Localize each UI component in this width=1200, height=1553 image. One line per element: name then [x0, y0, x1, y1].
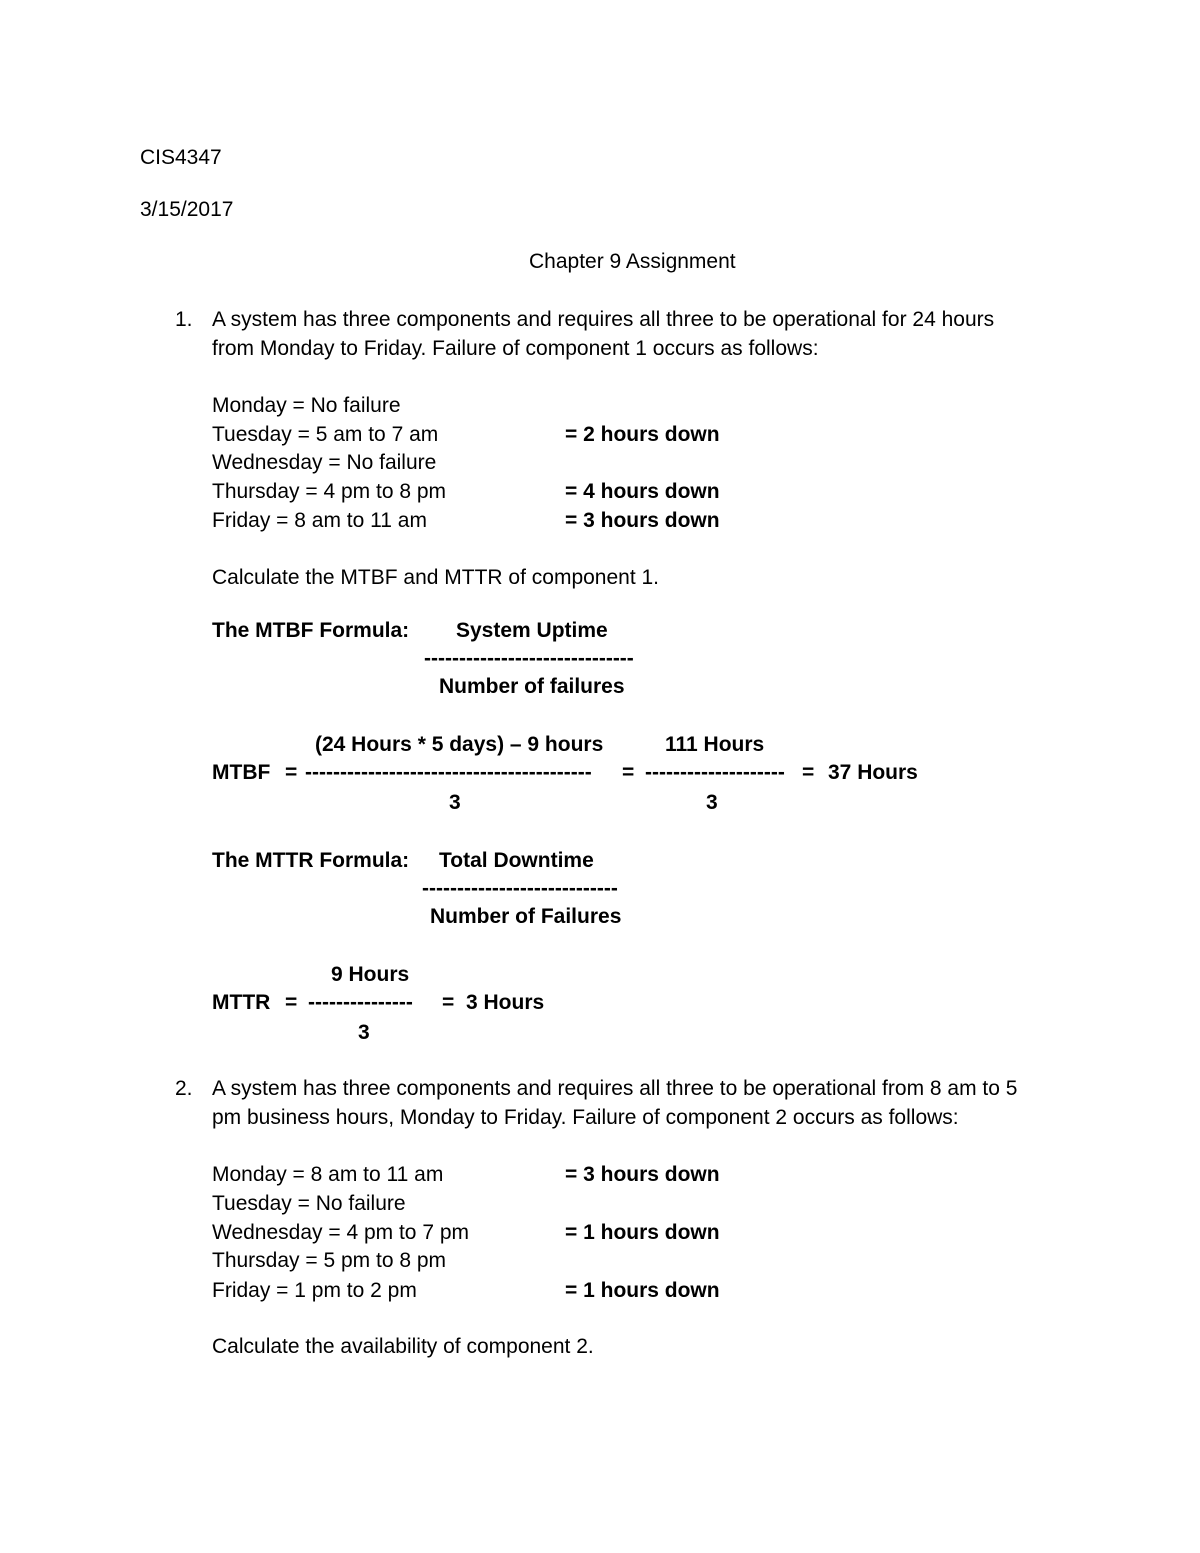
mttr-fraction-bar: --------------- — [308, 991, 413, 1014]
q1-failure-downtime: = 3 hours down — [565, 509, 720, 532]
mttr-denominator: 3 — [358, 1021, 370, 1044]
q2-failure-day: Thursday = 5 pm to 8 pm — [212, 1249, 447, 1272]
q1-failure-day: Monday = No failure — [212, 394, 401, 417]
mtbf-formula-denominator: Number of failures — [439, 675, 625, 698]
mtbf-numerator-expression: (24 Hours * 5 days) – 9 hours — [315, 733, 604, 756]
mtbf-label: MTBF — [212, 761, 271, 784]
q1-text-line-2: from Monday to Friday. Failure of component 1 occurs as follows: — [212, 337, 819, 360]
q2-failure-downtime: = 3 hours down — [565, 1163, 720, 1186]
mtbf-formula-label: The MTBF Formula: — [212, 619, 410, 642]
q2-text-line-1: A system has three components and requires all three to be operational from 8 am to 5 — [212, 1077, 1018, 1100]
q1-failure-day: Friday = 8 am to 11 am — [212, 509, 427, 532]
equals-sign: = — [802, 761, 815, 784]
q2-failure-day: Tuesday = No failure — [212, 1192, 406, 1215]
course-code: CIS4347 — [140, 146, 222, 169]
mtbf-fraction-bar: -------------------- — [645, 761, 785, 784]
q1-failure-day: Tuesday = 5 am to 7 am — [212, 423, 439, 446]
q1-failure-day: Wednesday = No failure — [212, 451, 437, 474]
mttr-result: 3 Hours — [466, 991, 545, 1014]
mttr-numerator: 9 Hours — [331, 963, 410, 986]
equals-sign: = — [442, 991, 455, 1014]
mttr-formula-label: The MTTR Formula: — [212, 849, 410, 872]
q2-number: 2. — [175, 1077, 193, 1100]
mtbf-result: 37 Hours — [828, 761, 918, 784]
q2-failure-day: Friday = 1 pm to 2 pm — [212, 1279, 417, 1302]
q2-failure-day: Monday = 8 am to 11 am — [212, 1163, 444, 1186]
mttr-label: MTTR — [212, 991, 271, 1014]
q2-failure-downtime: = 1 hours down — [565, 1221, 720, 1244]
q1-prompt: Calculate the MTBF and MTTR of component 1. — [212, 566, 660, 589]
q1-number: 1. — [175, 308, 193, 331]
q1-failure-downtime: = 2 hours down — [565, 423, 720, 446]
q1-failure-day: Thursday = 4 pm to 8 pm — [212, 480, 447, 503]
mtbf-numerator-value: 111 Hours — [665, 733, 765, 756]
page-title: Chapter 9 Assignment — [529, 250, 736, 273]
q1-failure-downtime: = 4 hours down — [565, 480, 720, 503]
mttr-formula-numerator: Total Downtime — [439, 849, 594, 872]
document-date: 3/15/2017 — [140, 198, 234, 221]
equals-sign: = — [285, 761, 298, 784]
mtbf-formula-bar: ------------------------------ — [424, 647, 634, 670]
mtbf-formula-numerator: System Uptime — [456, 619, 608, 642]
mtbf-denominator: 3 — [449, 791, 461, 814]
q2-text-line-2: pm business hours, Monday to Friday. Failure of component 2 occurs as follows: — [212, 1106, 959, 1129]
mtbf-denominator: 3 — [706, 791, 718, 814]
equals-sign: = — [622, 761, 635, 784]
q2-prompt: Calculate the availability of component 2. — [212, 1335, 594, 1358]
q2-failure-downtime: = 1 hours down — [565, 1279, 720, 1302]
mttr-formula-denominator: Number of Failures — [430, 905, 622, 928]
q1-text-line-1: A system has three components and requires all three to be operational for 24 hours — [212, 308, 995, 331]
q2-failure-day: Wednesday = 4 pm to 7 pm — [212, 1221, 470, 1244]
mttr-formula-bar: ---------------------------- — [422, 877, 618, 900]
equals-sign: = — [285, 991, 298, 1014]
mtbf-fraction-bar: ----------------------------------------- — [305, 761, 592, 784]
